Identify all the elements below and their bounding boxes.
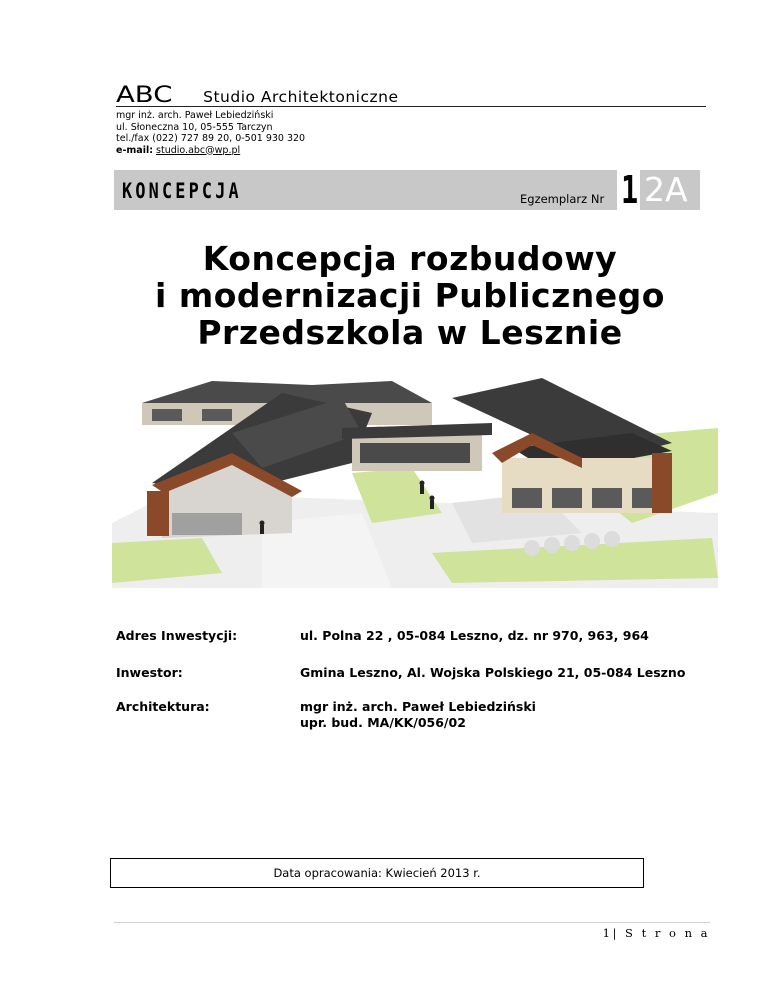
header-title-line <box>116 84 706 107</box>
date-text: Data opracowania: Kwiecień 2013 r. <box>273 866 481 880</box>
studio-header <box>116 84 706 156</box>
address-label: Adres Inwestycji: <box>116 628 238 643</box>
studio-name: Studio Architektoniczne <box>203 88 399 106</box>
studio-email-row <box>116 145 706 157</box>
email-label: e-mail: <box>116 144 154 156</box>
date-box <box>110 858 644 888</box>
title-line-2: i modernizacji Publicznego <box>155 276 665 315</box>
studio-address: ul. Słoneczna 10, 05-555 Tarczyn <box>116 121 273 133</box>
studio-logo: ABC <box>116 83 173 108</box>
copy-suffix: 2A <box>644 170 688 209</box>
footer-divider <box>114 922 710 923</box>
investor-label: Inwestor: <box>116 665 183 680</box>
address-value: ul. Polna 22 , 05-084 Leszno, dz. nr 970, 963, 964 <box>300 628 649 643</box>
title-line-1: Koncepcja rozbudowy <box>202 239 618 278</box>
copy-label: Egzemplarz Nr <box>520 192 605 206</box>
email-link[interactable]: studio.abc@wp.pl <box>156 144 241 156</box>
document-title <box>90 240 730 351</box>
architect-name: mgr inż. arch. Paweł Lebiedziński <box>116 110 274 121</box>
page-label: | S t r o n a <box>612 926 710 940</box>
studio-contact <box>116 110 706 156</box>
copy-number-box <box>617 168 640 212</box>
architecture-value-2: upr. bud. MA/KK/056/02 <box>300 715 466 730</box>
page-footer <box>603 926 710 940</box>
architecture-value-1: mgr inż. arch. Paweł Lebiedziński <box>300 699 536 714</box>
title-line-3: Przedszkola w Lesznie <box>197 313 623 352</box>
page-number: 1 <box>602 926 613 940</box>
document-type-band <box>114 170 700 210</box>
document-type: KONCEPCJA <box>122 179 242 203</box>
investor-value: Gmina Leszno, Al. Wojska Polskiego 21, 05-084 Leszno <box>300 665 686 680</box>
building-rendering <box>112 373 718 588</box>
architecture-label: Architektura: <box>116 699 210 714</box>
copy-number: 1 <box>621 168 639 212</box>
studio-phone: tel./fax (022) 727 89 20, 0-501 930 320 <box>116 133 306 144</box>
